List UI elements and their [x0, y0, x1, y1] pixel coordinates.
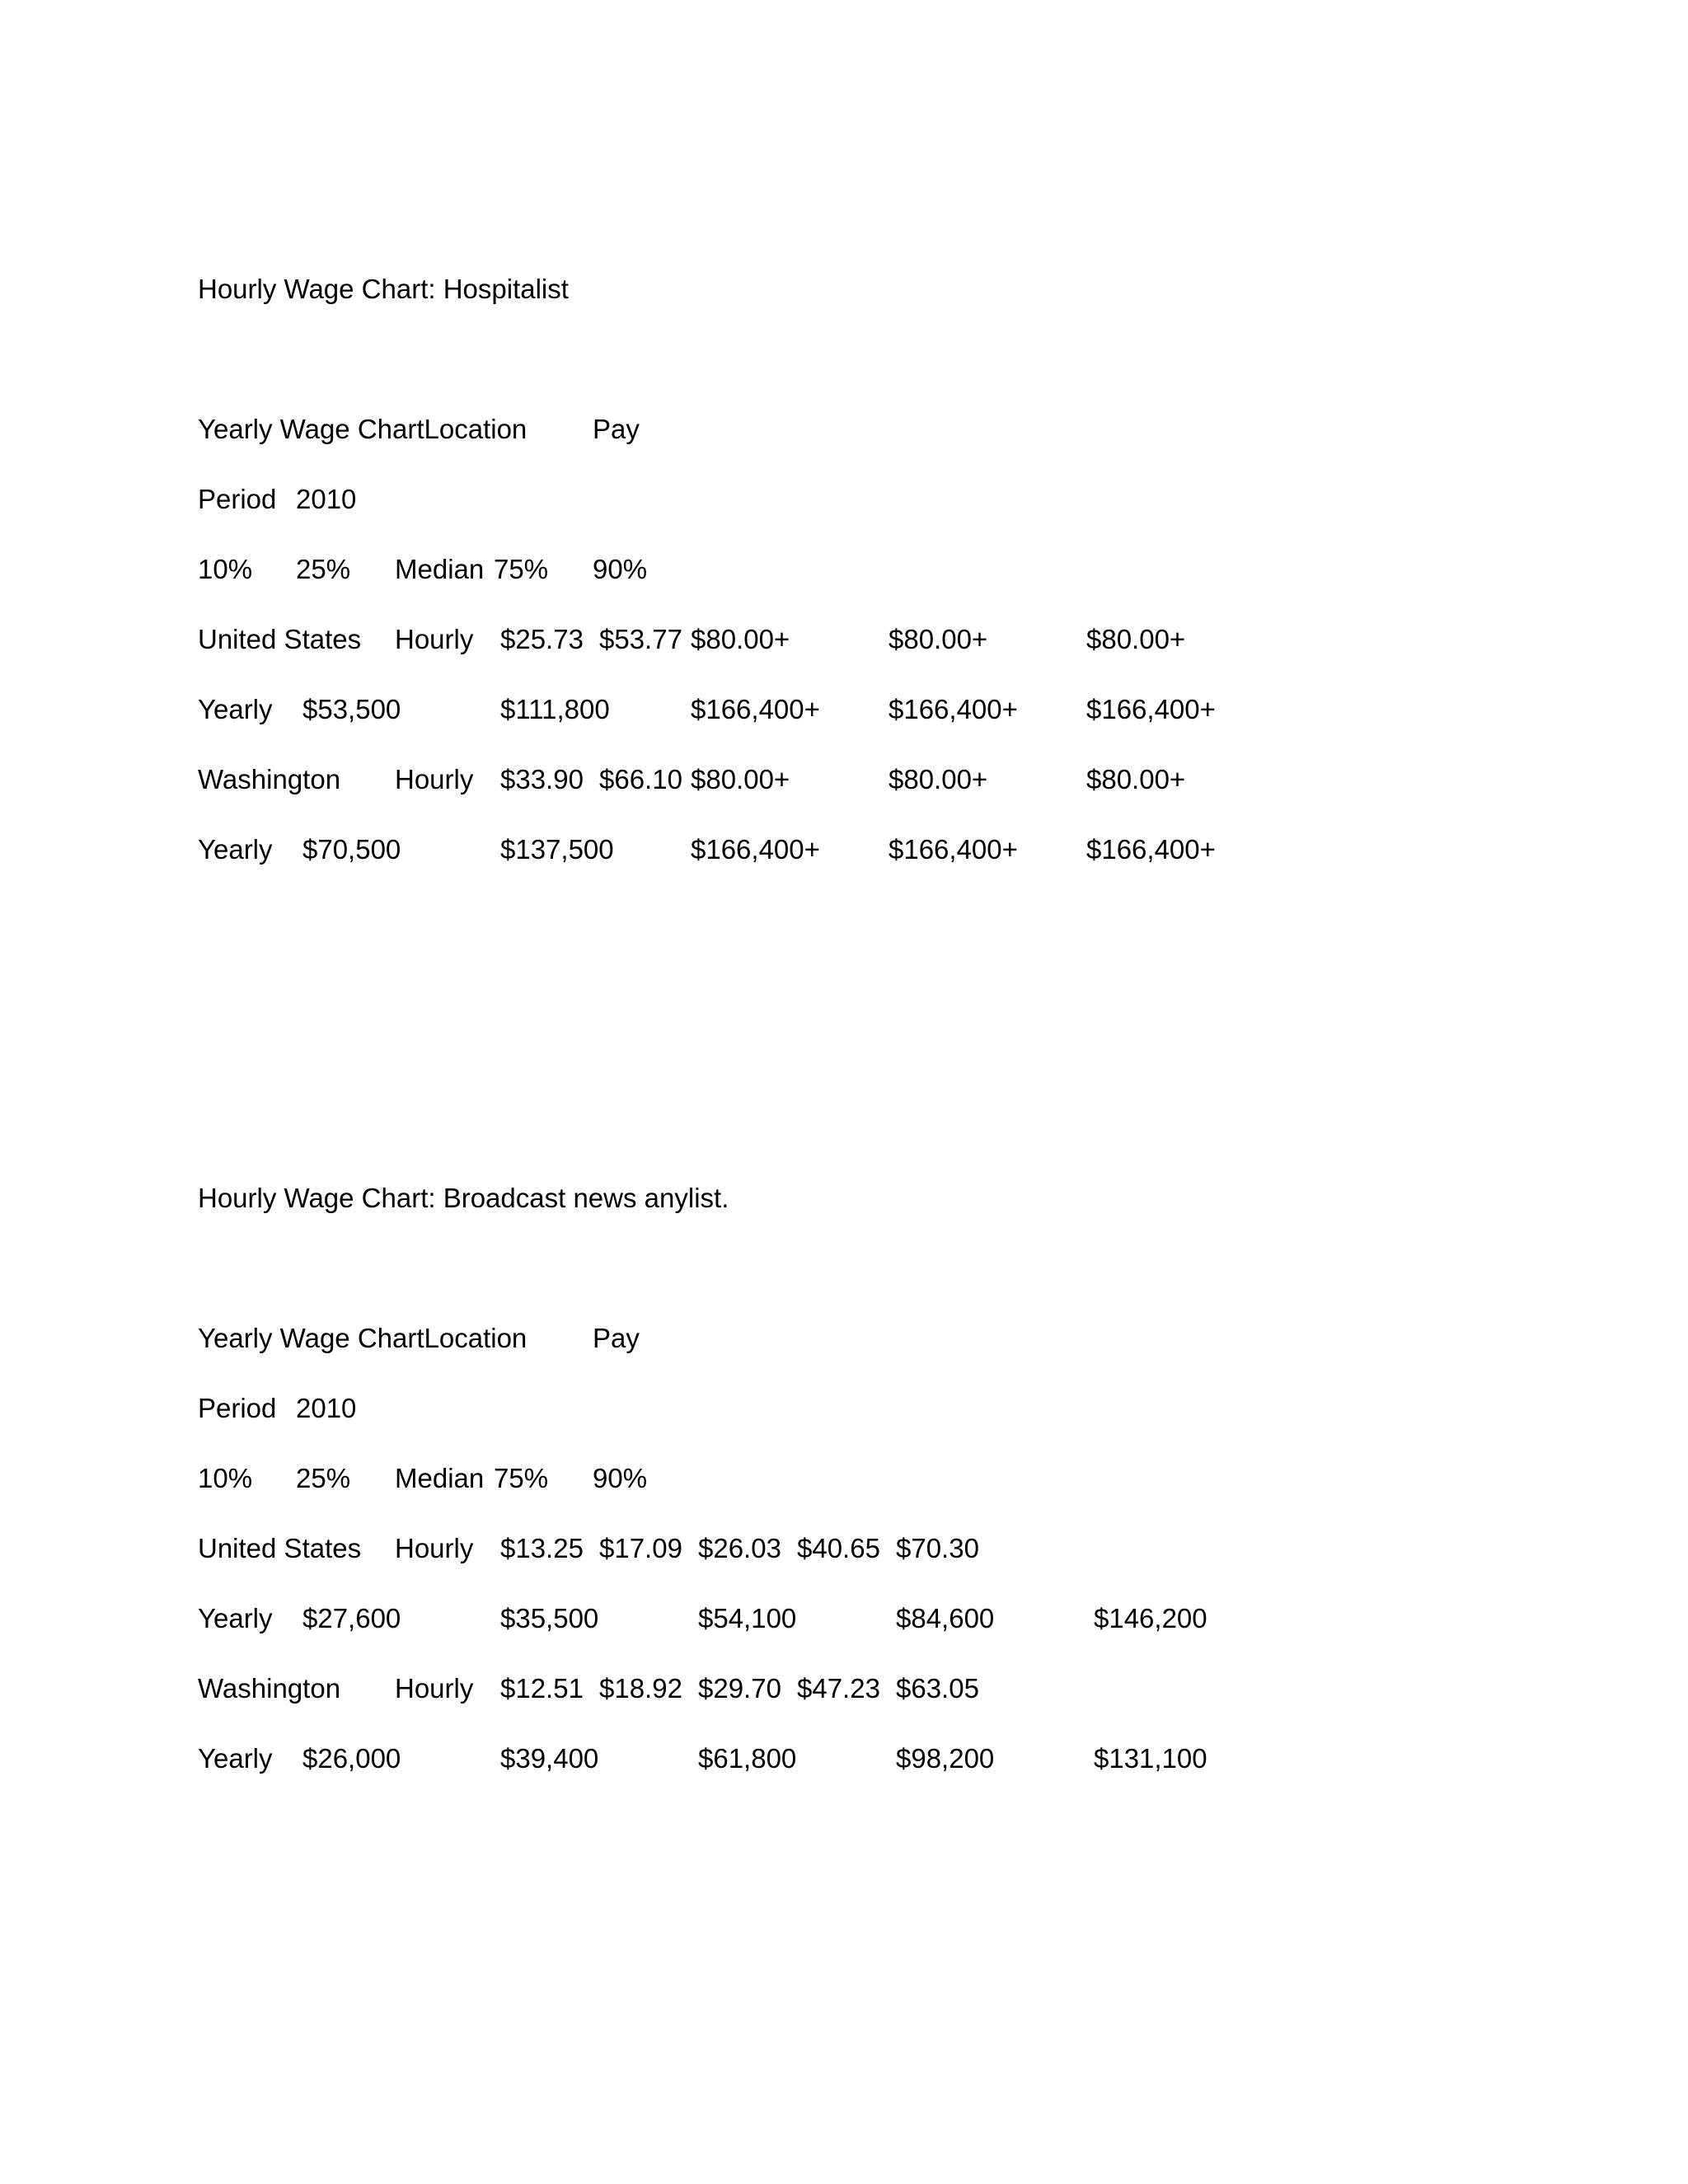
- row-location: Washington: [198, 764, 341, 794]
- row-location: United States: [198, 624, 362, 654]
- percentile-75: 75%: [494, 554, 549, 584]
- value-cell: $35,500: [500, 1603, 599, 1633]
- row-location: United States: [198, 1533, 362, 1563]
- value-cell: $29.70: [698, 1673, 781, 1704]
- value-cell: $13.25: [500, 1533, 584, 1563]
- value-cell: $66.10: [599, 764, 682, 794]
- percentile-10: 10%: [198, 1463, 253, 1493]
- value-cell: $146,200: [1094, 1603, 1207, 1633]
- header-period: Period: [198, 1393, 277, 1423]
- percentile-median: Median: [395, 554, 485, 584]
- value-cell: $84,600: [896, 1603, 995, 1633]
- value-cell: $111,800: [500, 694, 610, 724]
- section-title: Hourly Wage Chart: Hospitalist: [198, 274, 569, 304]
- value-cell: $12.51: [500, 1673, 584, 1704]
- value-cell: $80.00+: [1086, 764, 1186, 794]
- value-cell: $166,400+: [889, 694, 1018, 724]
- percentile-90: 90%: [593, 1463, 648, 1493]
- header-label: Yearly Wage ChartLocation: [198, 414, 528, 444]
- value-cell: $98,200: [896, 1743, 995, 1774]
- value-cell: $54,100: [698, 1603, 797, 1633]
- value-cell: $166,400+: [1086, 694, 1216, 724]
- header-year: 2010: [296, 1393, 357, 1423]
- percentile-90: 90%: [593, 554, 648, 584]
- value-cell: $63.05: [896, 1673, 979, 1704]
- value-cell: $80.00+: [889, 764, 988, 794]
- value-cell: $47.23: [797, 1673, 880, 1704]
- value-cell: $80.00+: [889, 624, 988, 654]
- percentile-75: 75%: [494, 1463, 549, 1493]
- value-cell: $70.30: [896, 1533, 979, 1563]
- value-cell: $26,000: [302, 1743, 401, 1774]
- percentile-10: 10%: [198, 554, 253, 584]
- value-cell: $39,400: [500, 1743, 599, 1774]
- value-cell: $26.03: [698, 1533, 781, 1563]
- value-cell: $27,600: [302, 1603, 401, 1633]
- section-title: Hourly Wage Chart: Broadcast news anylist.: [198, 1183, 729, 1213]
- value-cell: $18.92: [599, 1673, 682, 1704]
- value-cell: $17.09: [599, 1533, 682, 1563]
- row-pay-type: Hourly: [395, 624, 474, 654]
- value-cell: $137,500: [500, 834, 614, 865]
- row-pay-type: Yearly: [198, 1603, 273, 1633]
- header-label: Yearly Wage ChartLocation: [198, 1323, 528, 1353]
- percentile-25: 25%: [296, 554, 351, 584]
- row-pay-type: Yearly: [198, 1743, 273, 1774]
- row-pay-type: Yearly: [198, 694, 273, 724]
- header-pay: Pay: [593, 1323, 640, 1353]
- value-cell: $61,800: [698, 1743, 797, 1774]
- value-cell: $166,400+: [889, 834, 1018, 865]
- header-year: 2010: [296, 484, 357, 514]
- value-cell: $166,400+: [691, 834, 820, 865]
- value-cell: $53.77: [599, 624, 682, 654]
- percentile-25: 25%: [296, 1463, 351, 1493]
- row-pay-type: Hourly: [395, 764, 474, 794]
- value-cell: $80.00+: [691, 764, 790, 794]
- header-period: Period: [198, 484, 277, 514]
- value-cell: $70,500: [302, 834, 401, 865]
- value-cell: $40.65: [797, 1533, 880, 1563]
- header-pay: Pay: [593, 414, 640, 444]
- row-pay-type: Hourly: [395, 1533, 474, 1563]
- value-cell: $33.90: [500, 764, 584, 794]
- value-cell: $25.73: [500, 624, 584, 654]
- value-cell: $166,400+: [1086, 834, 1216, 865]
- row-pay-type: Yearly: [198, 834, 273, 865]
- value-cell: $80.00+: [691, 624, 790, 654]
- percentile-median: Median: [395, 1463, 485, 1493]
- value-cell: $80.00+: [1086, 624, 1186, 654]
- value-cell: $131,100: [1094, 1743, 1207, 1774]
- row-pay-type: Hourly: [395, 1673, 474, 1704]
- value-cell: $166,400+: [691, 694, 820, 724]
- row-location: Washington: [198, 1673, 341, 1704]
- value-cell: $53,500: [302, 694, 401, 724]
